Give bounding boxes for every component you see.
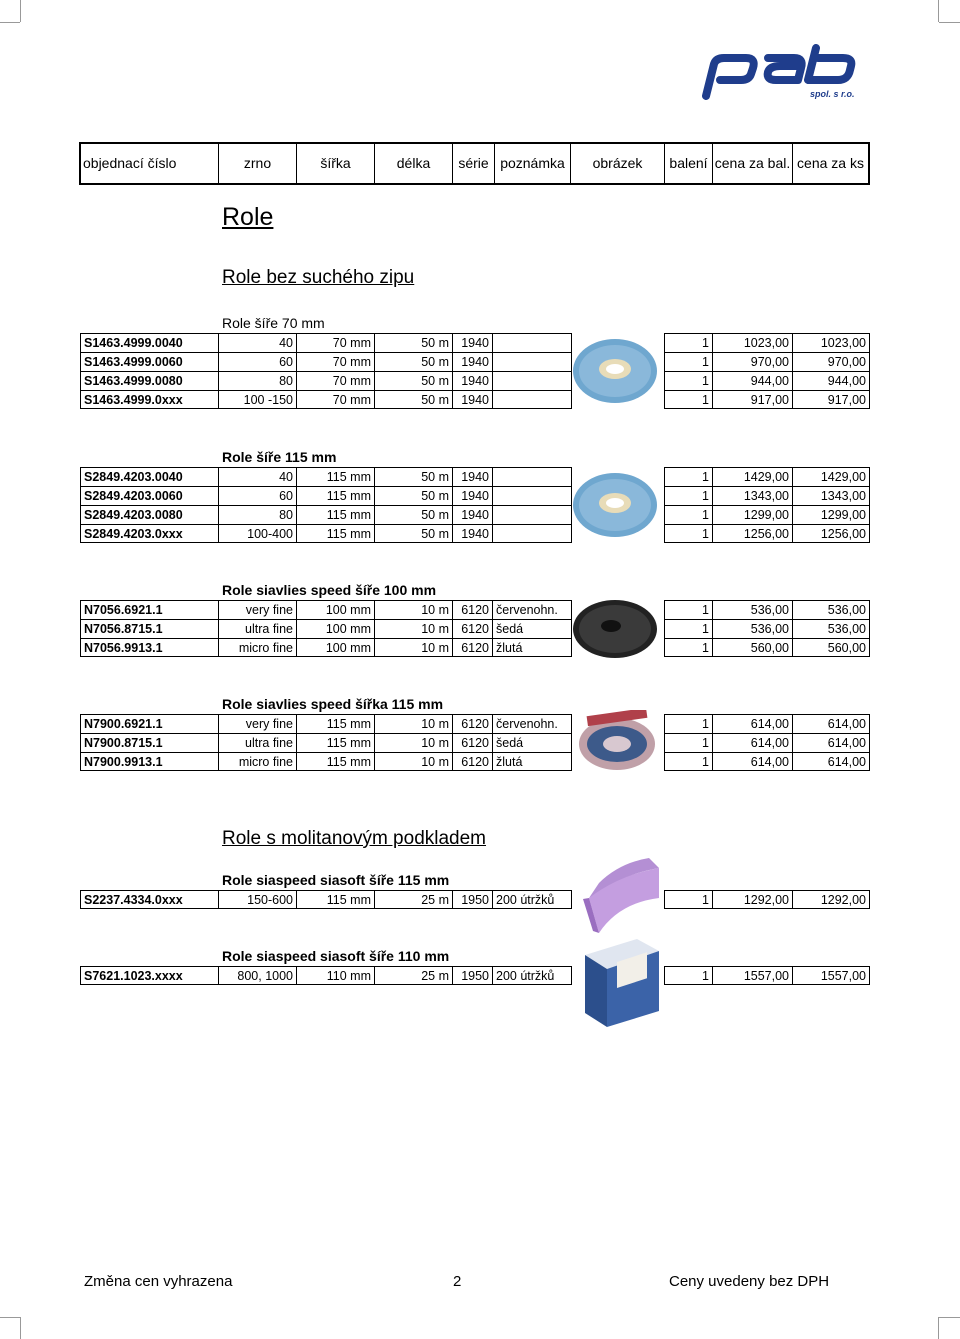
- cell-price-pack: 1299,00: [712, 505, 792, 524]
- cell-note: žlutá: [492, 752, 572, 771]
- cell-series: 1940: [452, 524, 492, 543]
- cell-grit: 60: [218, 486, 296, 505]
- header-grit: zrno: [219, 144, 297, 183]
- column-header-row: [79, 142, 870, 185]
- cell-packaging: 1: [664, 638, 712, 657]
- section-title-without-velcro: Role bez suchého zipu: [222, 267, 415, 288]
- cell-packaging: 1: [664, 752, 712, 771]
- table-row: [80, 505, 870, 524]
- cell-length: 10 m: [374, 714, 452, 733]
- cell-packaging: 1: [664, 966, 712, 985]
- cell-order-number: S1463.4999.0080: [80, 371, 218, 390]
- cell-order-number: S7621.1023.xxxx: [80, 966, 218, 985]
- cell-length: 50 m: [374, 333, 452, 352]
- cell-note: [492, 352, 572, 371]
- cell-length: 50 m: [374, 467, 452, 486]
- table-row: [80, 966, 870, 985]
- table-row: [80, 390, 870, 409]
- cell-length: 50 m: [374, 371, 452, 390]
- crop-mark: [938, 1317, 939, 1339]
- cell-order-number: N7900.8715.1: [80, 733, 218, 752]
- header-picture: obrázek: [571, 144, 665, 183]
- cell-length: 50 m: [374, 524, 452, 543]
- cell-note: žlutá: [492, 638, 572, 657]
- cell-packaging: 1: [664, 890, 712, 909]
- cell-packaging: 1: [664, 333, 712, 352]
- cell-packaging: 1: [664, 467, 712, 486]
- table-row: [80, 600, 870, 619]
- cell-width: 115 mm: [296, 890, 374, 909]
- cell-price-pack: 536,00: [712, 619, 792, 638]
- cell-packaging: 1: [664, 600, 712, 619]
- page-title: Role: [222, 203, 274, 231]
- cell-width: 115 mm: [296, 486, 374, 505]
- cell-price-pack: 1343,00: [712, 486, 792, 505]
- cell-price-pack: 614,00: [712, 733, 792, 752]
- cell-note: [492, 390, 572, 409]
- header-series: série: [453, 144, 495, 183]
- table-row: [80, 467, 870, 486]
- cell-price-piece: 560,00: [792, 638, 870, 657]
- cell-grit: 60: [218, 352, 296, 371]
- page-number: 2: [453, 1273, 462, 1290]
- header-order-number: objednací číslo: [81, 144, 219, 183]
- cell-order-number: S1463.4999.0xxx: [80, 390, 218, 409]
- crop-mark: [939, 22, 960, 23]
- header-price-piece: cena za ks: [797, 155, 864, 171]
- cell-note: [492, 467, 572, 486]
- crop-mark: [938, 0, 939, 22]
- cell-length: 25 m: [374, 966, 452, 985]
- cell-order-number: N7900.9913.1: [80, 752, 218, 771]
- cell-note: [492, 486, 572, 505]
- cell-length: 50 m: [374, 486, 452, 505]
- cell-note: 200 útržků: [492, 966, 572, 985]
- cell-order-number: N7056.8715.1: [80, 619, 218, 638]
- cell-grit: 100-400: [218, 524, 296, 543]
- group-label-siavlies-115mm: Role siavlies speed šířka 115 mm: [222, 696, 444, 712]
- crop-mark: [0, 1317, 20, 1318]
- cell-note: šedá: [492, 619, 572, 638]
- cell-price-piece: 614,00: [792, 733, 870, 752]
- cell-order-number: N7900.6921.1: [80, 714, 218, 733]
- cell-grit: 80: [218, 505, 296, 524]
- table-row: [80, 638, 870, 657]
- cell-price-pack: 560,00: [712, 638, 792, 657]
- cell-series: 1940: [452, 467, 492, 486]
- cell-length: 50 m: [374, 390, 452, 409]
- table-row: [80, 752, 870, 771]
- cell-note: šedá: [492, 733, 572, 752]
- cell-note: červenohn.: [492, 600, 572, 619]
- cell-grit: 100 -150: [218, 390, 296, 409]
- cell-order-number: N7056.9913.1: [80, 638, 218, 657]
- cell-grit: 800, 1000: [218, 966, 296, 985]
- cell-series: 1940: [452, 352, 492, 371]
- cell-note: [492, 333, 572, 352]
- cell-width: 115 mm: [296, 524, 374, 543]
- cell-grit: 40: [218, 467, 296, 486]
- cell-price-pack: 970,00: [712, 352, 792, 371]
- cell-price-piece: 536,00: [792, 619, 870, 638]
- cell-series: 6120: [452, 752, 492, 771]
- cell-order-number: S2237.4334.0xxx: [80, 890, 218, 909]
- table-row: [80, 333, 870, 352]
- cell-width: 70 mm: [296, 333, 374, 352]
- table-row: [80, 352, 870, 371]
- cell-grit: micro fine: [218, 638, 296, 657]
- cell-note: 200 útržků: [492, 890, 572, 909]
- section-title-foam-backed: Role s molitanovým podkladem: [222, 828, 487, 849]
- cell-price-piece: 1343,00: [792, 486, 870, 505]
- header-packaging: balení: [665, 144, 713, 183]
- cell-packaging: 1: [664, 371, 712, 390]
- cell-price-piece: 944,00: [792, 371, 870, 390]
- cell-grit: ultra fine: [218, 733, 296, 752]
- cell-grit: 40: [218, 333, 296, 352]
- cell-price-pack: 536,00: [712, 600, 792, 619]
- group-label-70mm: Role šíře 70 mm: [222, 315, 325, 331]
- cell-price-piece: 1557,00: [792, 966, 870, 985]
- cell-order-number: S2849.4203.0040: [80, 467, 218, 486]
- table-row: [80, 714, 870, 733]
- cell-grit: micro fine: [218, 752, 296, 771]
- cell-price-piece: 1292,00: [792, 890, 870, 909]
- cell-price-piece: 614,00: [792, 752, 870, 771]
- cell-packaging: 1: [664, 524, 712, 543]
- cell-price-pack: 944,00: [712, 371, 792, 390]
- cell-width: 115 mm: [296, 505, 374, 524]
- header-price-pack: cena za bal.: [713, 144, 793, 183]
- cell-length: 50 m: [374, 352, 452, 371]
- cell-order-number: S2849.4203.0060: [80, 486, 218, 505]
- table-row: [80, 890, 870, 909]
- cell-note: červenohn.: [492, 714, 572, 733]
- cell-packaging: 1: [664, 733, 712, 752]
- cell-width: 100 mm: [296, 600, 374, 619]
- cell-note: [492, 505, 572, 524]
- cell-grit: ultra fine: [218, 619, 296, 638]
- cell-length: 10 m: [374, 733, 452, 752]
- cell-order-number: S2849.4203.0080: [80, 505, 218, 524]
- footer-price-change-note: Změna cen vyhrazena: [84, 1273, 233, 1290]
- cell-series: 6120: [452, 733, 492, 752]
- cell-width: 115 mm: [296, 752, 374, 771]
- cell-length: 25 m: [374, 890, 452, 909]
- cell-price-pack: 614,00: [712, 752, 792, 771]
- cell-width: 115 mm: [296, 467, 374, 486]
- table-row: [80, 524, 870, 543]
- cell-price-pack: 614,00: [712, 714, 792, 733]
- cell-series: 6120: [452, 600, 492, 619]
- cell-packaging: 1: [664, 390, 712, 409]
- cell-series: 1940: [452, 486, 492, 505]
- cell-width: 70 mm: [296, 390, 374, 409]
- cell-price-pack: 1557,00: [712, 966, 792, 985]
- cell-price-pack: 917,00: [712, 390, 792, 409]
- cell-packaging: 1: [664, 352, 712, 371]
- crop-mark: [20, 0, 21, 22]
- cell-grit: very fine: [218, 600, 296, 619]
- cell-order-number: S1463.4999.0060: [80, 352, 218, 371]
- cell-width: 115 mm: [296, 714, 374, 733]
- cell-note: [492, 524, 572, 543]
- group-label-siavlies-100mm: Role siavlies speed šíře 100 mm: [222, 582, 437, 598]
- cell-price-piece: 1023,00: [792, 333, 870, 352]
- cell-grit: 150-600: [218, 890, 296, 909]
- cell-packaging: 1: [664, 486, 712, 505]
- group-label-siasoft-115mm: Role siaspeed siasoft šíře 115 mm: [222, 872, 450, 888]
- cell-series: 1940: [452, 505, 492, 524]
- cell-series: 6120: [452, 619, 492, 638]
- cell-price-piece: 917,00: [792, 390, 870, 409]
- cell-length: 10 m: [374, 638, 452, 657]
- cell-price-piece: 1256,00: [792, 524, 870, 543]
- table-row: [80, 733, 870, 752]
- cell-width: 100 mm: [296, 638, 374, 657]
- cell-order-number: S1463.4999.0040: [80, 333, 218, 352]
- company-logo: [698, 44, 873, 100]
- cell-order-number: S2849.4203.0xxx: [80, 524, 218, 543]
- cell-price-pack: 1429,00: [712, 467, 792, 486]
- cell-price-piece: 614,00: [792, 714, 870, 733]
- cell-order-number: N7056.6921.1: [80, 600, 218, 619]
- group-label-115mm: Role šíře 115 mm: [222, 449, 337, 465]
- cell-price-pack: 1256,00: [712, 524, 792, 543]
- cell-length: 50 m: [374, 505, 452, 524]
- cell-series: 1940: [452, 371, 492, 390]
- header-length: délka: [375, 144, 453, 183]
- cell-price-piece: 1429,00: [792, 467, 870, 486]
- cell-length: 10 m: [374, 752, 452, 771]
- cell-series: 6120: [452, 638, 492, 657]
- table-row: [80, 371, 870, 390]
- cell-width: 110 mm: [296, 966, 374, 985]
- cell-price-piece: 970,00: [792, 352, 870, 371]
- table-row: [80, 486, 870, 505]
- header-width: šířka: [297, 144, 375, 183]
- cell-grit: very fine: [218, 714, 296, 733]
- footer-vat-note: Ceny uvedeny bez DPH: [669, 1273, 830, 1290]
- cell-price-piece: 536,00: [792, 600, 870, 619]
- cell-width: 115 mm: [296, 733, 374, 752]
- cell-packaging: 1: [664, 714, 712, 733]
- logo-subtext: spol. s r.o.: [810, 89, 855, 99]
- cell-note: [492, 371, 572, 390]
- cell-packaging: 1: [664, 619, 712, 638]
- cell-grit: 80: [218, 371, 296, 390]
- cell-series: 1940: [452, 333, 492, 352]
- cell-price-pack: 1023,00: [712, 333, 792, 352]
- cell-series: 6120: [452, 714, 492, 733]
- cell-packaging: 1: [664, 505, 712, 524]
- cell-width: 70 mm: [296, 371, 374, 390]
- crop-mark: [20, 1317, 21, 1339]
- cell-series: 1950: [452, 890, 492, 909]
- cell-width: 70 mm: [296, 352, 374, 371]
- cell-length: 10 m: [374, 619, 452, 638]
- cell-price-pack: 1292,00: [712, 890, 792, 909]
- crop-mark: [0, 22, 20, 23]
- header-note: poznámka: [495, 144, 571, 183]
- table-row: [80, 619, 870, 638]
- cell-series: 1950: [452, 966, 492, 985]
- crop-mark: [939, 1317, 960, 1318]
- cell-width: 100 mm: [296, 619, 374, 638]
- cell-series: 1940: [452, 390, 492, 409]
- group-label-siasoft-110mm: Role siaspeed siasoft šíře 110 mm: [222, 948, 450, 964]
- cell-price-piece: 1299,00: [792, 505, 870, 524]
- cell-length: 10 m: [374, 600, 452, 619]
